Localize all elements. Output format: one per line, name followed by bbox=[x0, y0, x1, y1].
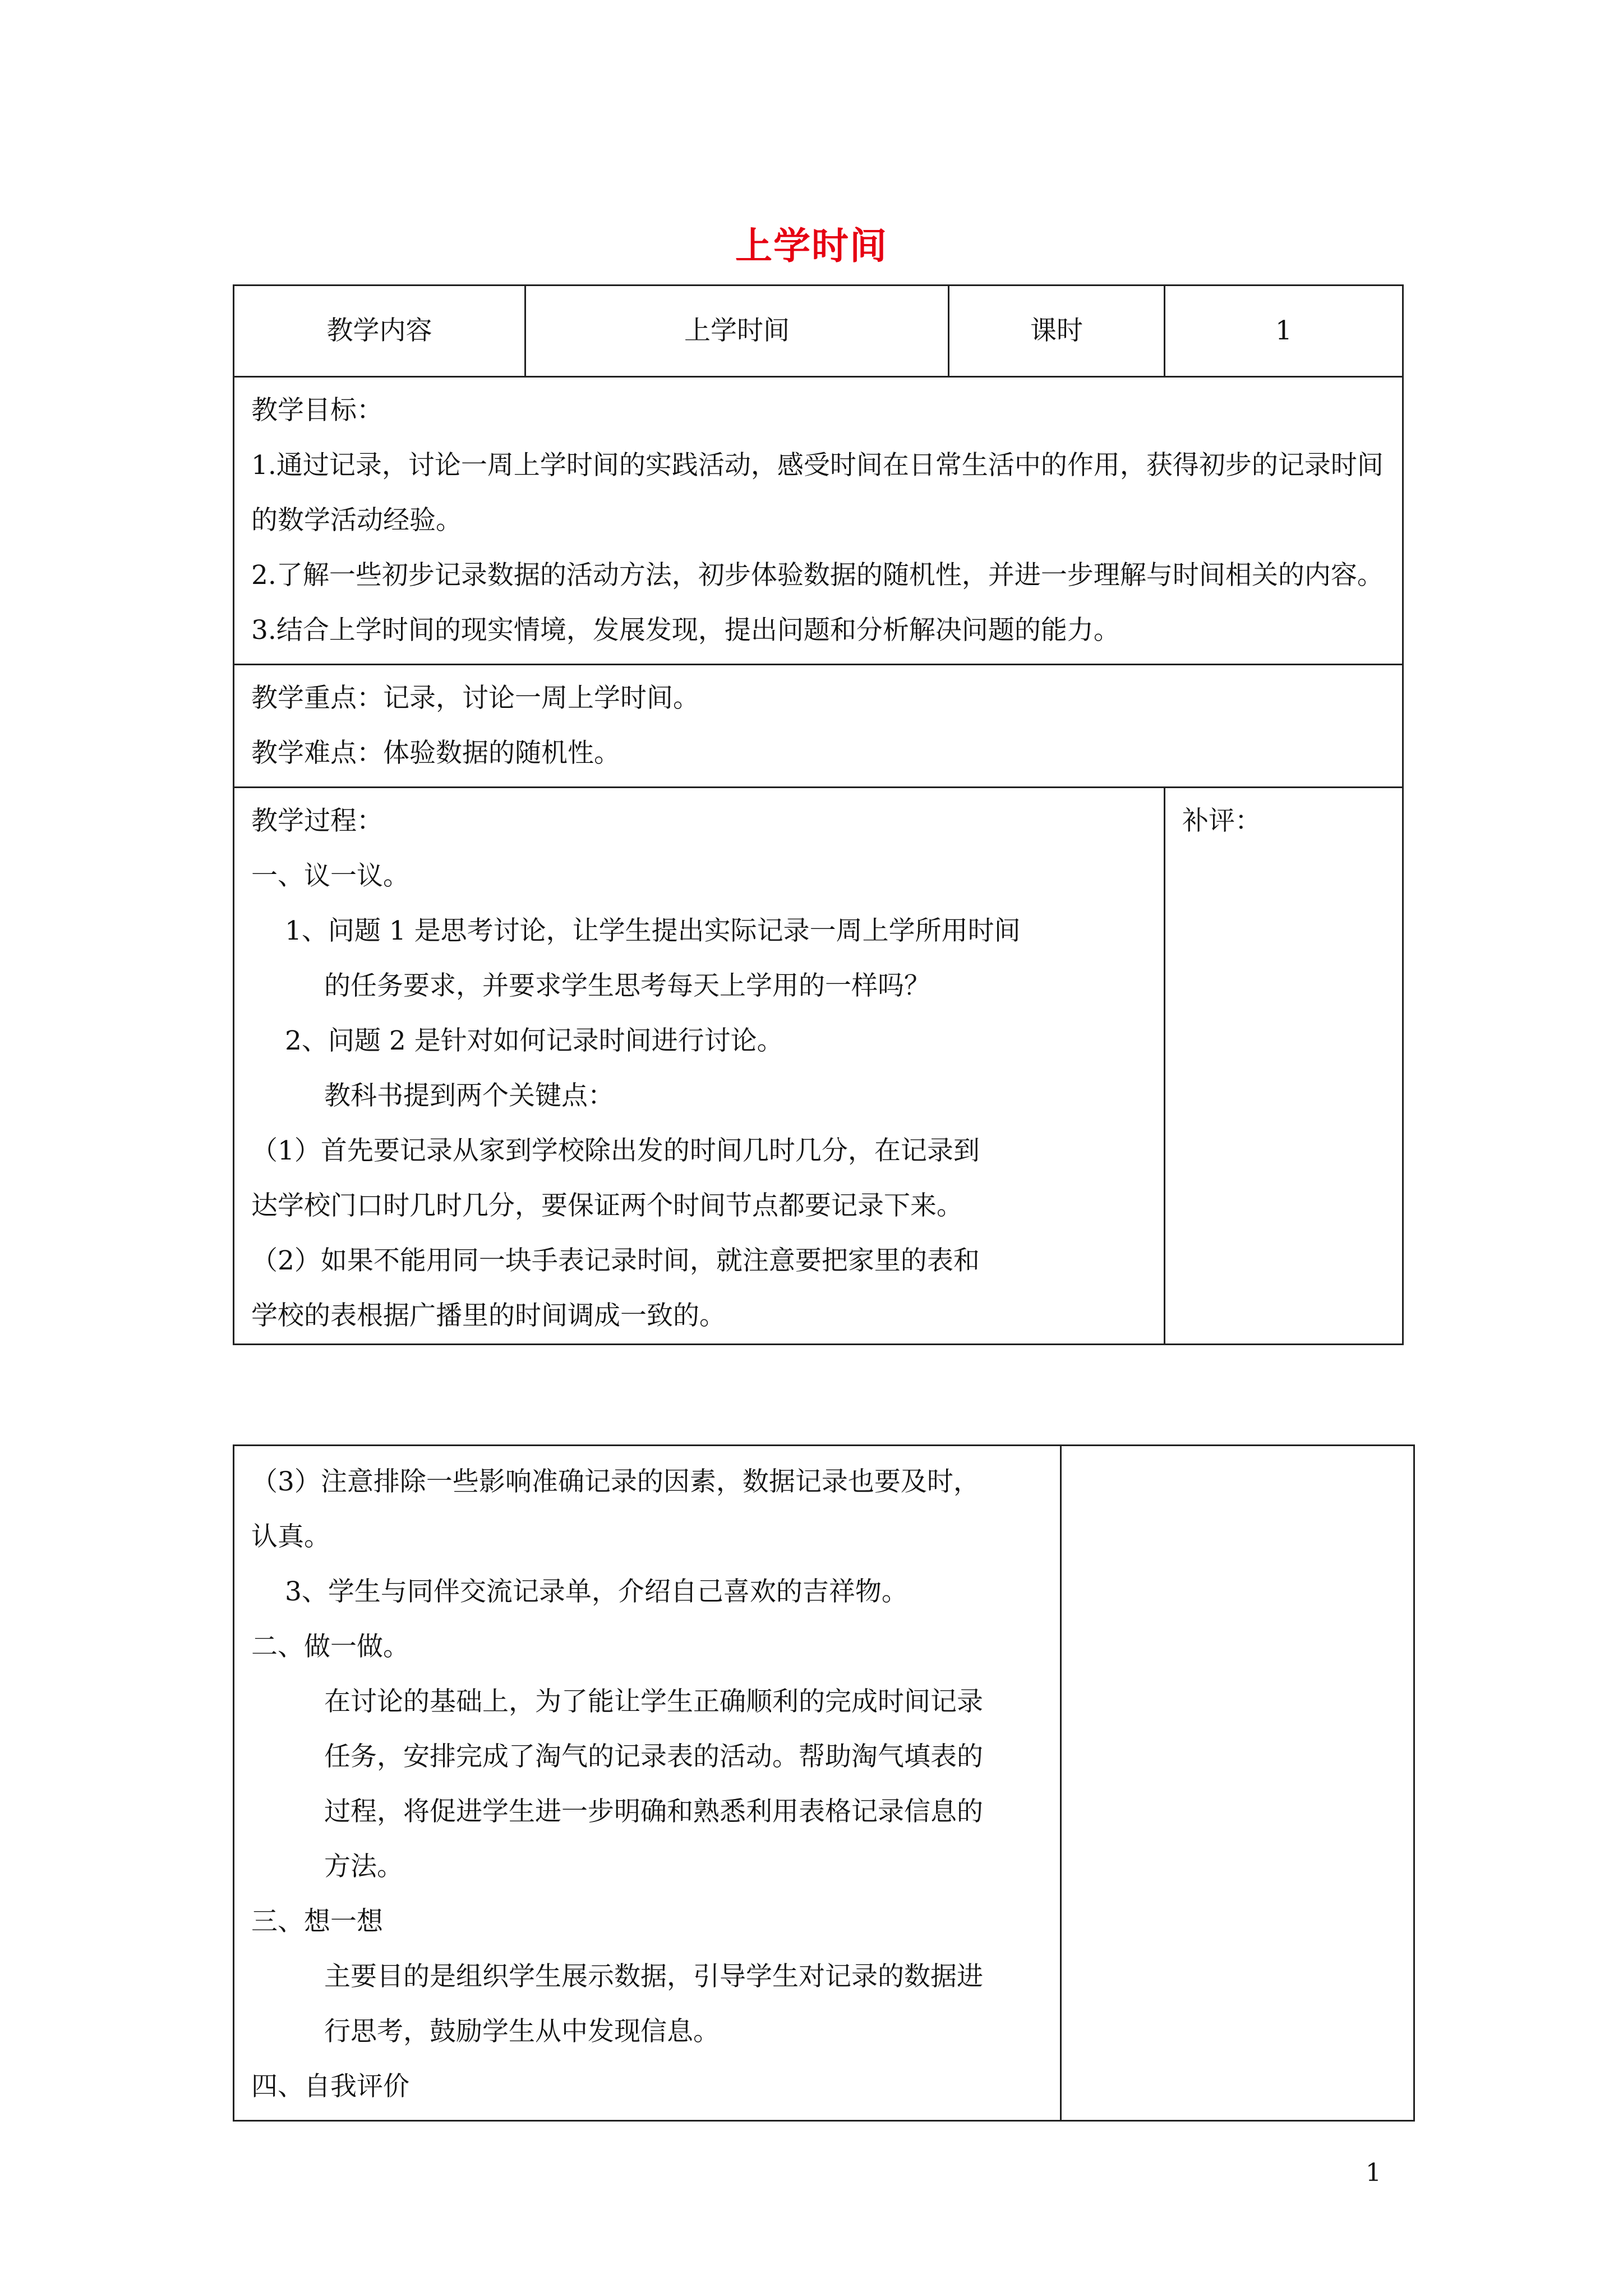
point-3-line-2: 认真。 bbox=[251, 1521, 330, 1552]
process-row bbox=[234, 788, 1403, 1345]
key-points-cell bbox=[234, 665, 1403, 788]
section-1-heading: 一、议一议。 bbox=[251, 861, 409, 891]
section-2-heading: 二、做一做。 bbox=[251, 1631, 409, 1662]
point-3-line-1: （3）注意排除一些影响准确记录的因素，数据记录也要及时， bbox=[251, 1466, 980, 1497]
point-1-line-1: （1）首先要记录从家到学校除出发的时间几时几分，在记录到 bbox=[251, 1135, 980, 1166]
objectives-label: 教学目标： bbox=[251, 395, 383, 426]
teaching-focus: 教学重点：记录，讨论一周上学时间。 bbox=[251, 683, 699, 714]
continued-row bbox=[234, 1446, 1414, 2121]
section-2-line-1: 在讨论的基础上，为了能让学生正确顺利的完成时间记录 bbox=[324, 1686, 983, 1717]
textbook-note: 教科书提到两个关键点： bbox=[324, 1080, 614, 1111]
objectives-cell bbox=[234, 377, 1403, 665]
header-row bbox=[234, 286, 1403, 377]
question-2: 2、问题 2 是针对如何记录时间进行讨论。 bbox=[285, 1025, 783, 1056]
question-1-line-1: 1、问题 1 是思考讨论，让学生提出实际记录一周上学所用时间 bbox=[285, 915, 1021, 946]
page-number: 1 bbox=[1366, 2159, 1381, 2187]
section-3-line-2: 行思考，鼓励学生从中发现信息。 bbox=[324, 2016, 720, 2047]
section-3-heading: 三、想一想 bbox=[251, 1906, 383, 1937]
continued-comment-cell bbox=[1061, 1446, 1414, 2121]
key-points-row bbox=[234, 665, 1403, 788]
process-label: 教学过程： bbox=[251, 806, 383, 836]
section-4-heading: 四、自我评价 bbox=[251, 2071, 409, 2102]
section-3-line-1: 主要目的是组织学生展示数据，引导学生对记录的数据进 bbox=[324, 1961, 983, 1992]
section-2-line-4: 方法。 bbox=[324, 1851, 403, 1882]
section-2-line-3: 过程，将促进学生进一步明确和熟悉利用表格记录信息的 bbox=[324, 1796, 983, 1827]
question-1-line-2: 的任务要求，并要求学生思考每天上学用的一样吗？ bbox=[324, 970, 930, 1001]
teaching-difficulty: 教学难点：体验数据的随机性。 bbox=[251, 738, 620, 769]
point-2-line-1: （2）如果不能用同一块手表记录时间，就注意要把家里的表和 bbox=[251, 1245, 980, 1276]
period-value: 1 bbox=[1165, 286, 1403, 377]
comment-label: 补评： bbox=[1182, 806, 1261, 836]
process-cell bbox=[234, 788, 1165, 1345]
objectives-row bbox=[234, 377, 1403, 665]
question-3: 3、学生与同伴交流记录单，介绍自己喜欢的吉祥物。 bbox=[285, 1576, 908, 1607]
section-2-line-2: 任务，安排完成了淘气的记录表的活动。帮助淘气填表的 bbox=[324, 1741, 983, 1772]
document-title: 上学时间 bbox=[735, 224, 888, 268]
comment-cell bbox=[1165, 788, 1403, 1345]
point-2-line-2: 学校的表根据广播里的时间调成一致的。 bbox=[251, 1300, 726, 1331]
lesson-plan-continued-table bbox=[233, 1444, 1415, 2122]
content-value: 上学时间 bbox=[525, 286, 949, 377]
period-label: 课时 bbox=[949, 286, 1165, 377]
objective-item-2: 2.了解一些初步记录数据的活动方法，初步体验数据的随机性，并进一步理解与时间相关的内容。 bbox=[251, 560, 1384, 591]
continued-process-cell bbox=[234, 1446, 1061, 2121]
point-1-line-2: 达学校门口时几时几分，要保证两个时间节点都要记录下来。 bbox=[251, 1190, 963, 1221]
content-label: 教学内容 bbox=[234, 286, 525, 377]
lesson-plan-table bbox=[233, 284, 1404, 1345]
objective-item-1: 1.通过记录，讨论一周上学时间的实践活动，感受时间在日常生活中的作用，获得初步的记录时间的数学活动经验。 bbox=[251, 450, 1384, 536]
objective-item-3: 3.结合上学时间的现实情境，发展发现，提出问题和分析解决问题的能力。 bbox=[251, 615, 1120, 646]
